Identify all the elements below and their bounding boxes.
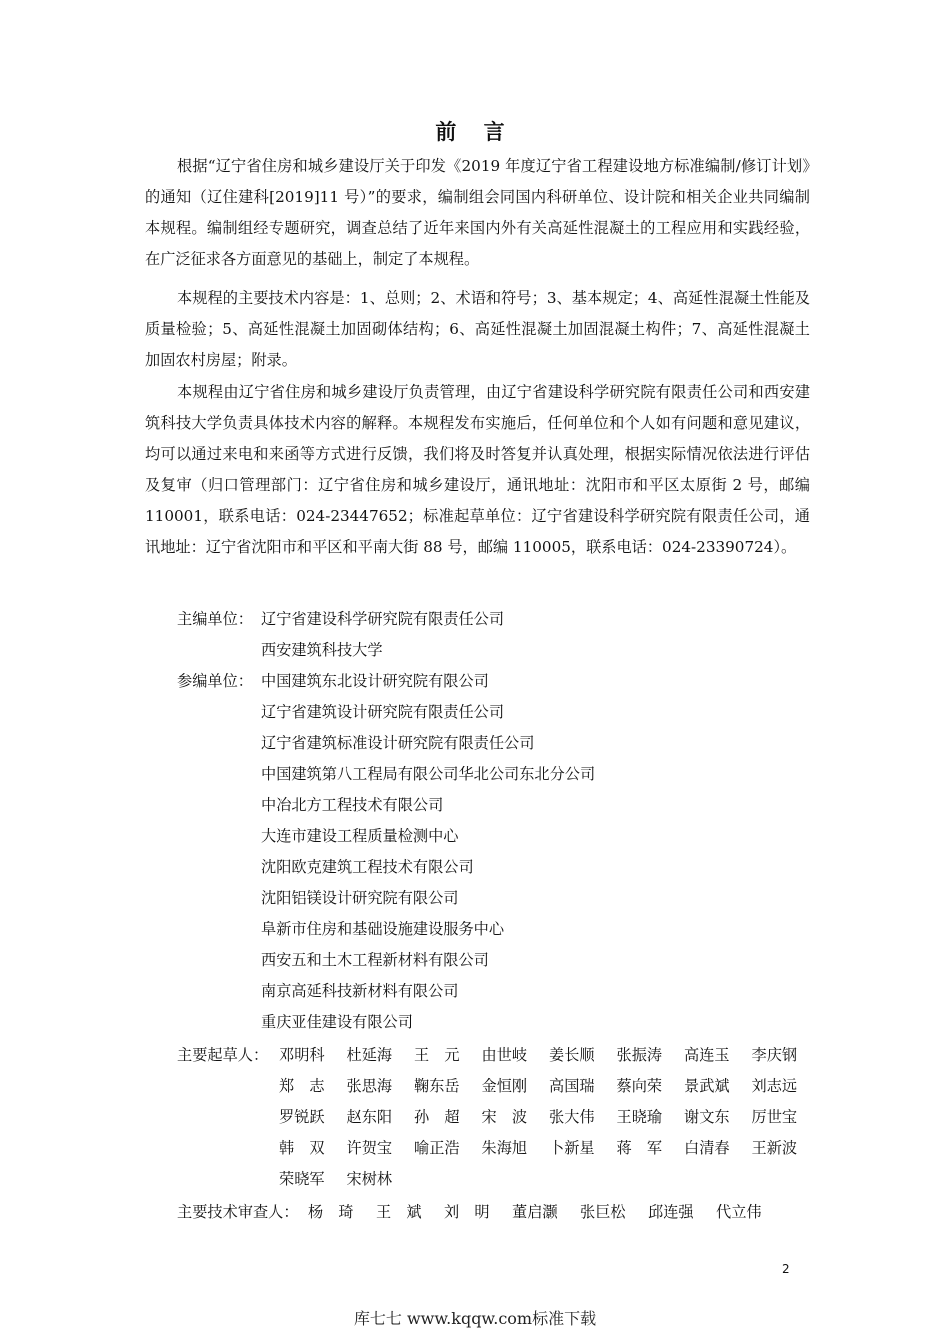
participants-label: 参编单位： (177, 672, 253, 690)
drafter-name: 宋 波 (481, 1108, 528, 1126)
drafter-name: 荣晓军 (279, 1170, 325, 1188)
chief-editor-unit: 西安建筑科技大学 (261, 641, 383, 659)
participant-unit: 中国建筑第八工程局有限公司华北公司东北分公司 (261, 765, 596, 783)
chief-editors-label: 主编单位： (177, 610, 253, 628)
reviewers-label: 主要技术审查人： (177, 1203, 299, 1221)
participants-list (261, 666, 595, 1038)
intro-paragraph-1: 根据“辽宁省住房和城乡建设厅关于印发《2019 年度辽宁省工程建设地方标准编制/修订计划》的通知（辽住建科[2019]11 号）”的要求，编制组会同国内科研单位、设计院和相关企业共同编制本规程。编制组经专题研究，调查总结了近年来国内外有关高延性混凝土的工程应用和实践经验，在广泛征求各方面意见的基础上，制定了本规程。 (145, 157, 810, 268)
chief-editor-unit: 辽宁省建设科学研究院有限责任公司 (261, 610, 504, 628)
reviewer-name: 张巨松 (580, 1203, 626, 1221)
drafter-name: 韩 双 (279, 1139, 325, 1157)
participant-unit: 南京高延科技新材料有限公司 (261, 982, 459, 1000)
participant-unit: 沈阳欧克建筑工程技术有限公司 (261, 858, 474, 876)
reviewer-name: 代立伟 (716, 1203, 762, 1221)
participant-unit: 中冶北方工程技术有限公司 (261, 796, 444, 814)
participant-unit: 中国建筑东北设计研究院有限公司 (261, 672, 489, 690)
drafter-name: 喻正浩 (414, 1139, 460, 1157)
drafter-name: 郑 志 (279, 1077, 325, 1095)
reviewer-name: 董启灏 (512, 1203, 558, 1221)
drafter-name: 王新波 (751, 1139, 798, 1157)
drafter-name: 罗锐跃 (279, 1108, 325, 1126)
footer-watermark: 库七七 www.kqqw.com标准下载 (353, 1309, 597, 1328)
drafter-name: 鞠东岳 (414, 1077, 460, 1095)
reviewer-name: 王 斌 (376, 1203, 422, 1221)
drafter-name: 朱海旭 (481, 1139, 528, 1157)
drafter-name: 蒋 军 (616, 1139, 663, 1157)
drafter-name: 王 元 (414, 1046, 460, 1064)
page-number: 2 (782, 1262, 790, 1276)
participant-unit: 阜新市住房和基础设施建设服务中心 (261, 920, 504, 938)
drafter-name: 邓明科 (279, 1046, 325, 1064)
drafter-name: 卜新星 (549, 1139, 595, 1157)
reviewer-name: 杨 琦 (308, 1203, 354, 1221)
drafter-name: 杜延海 (346, 1046, 393, 1064)
chief-editors-list (261, 604, 504, 666)
drafter-name: 宋树林 (346, 1170, 393, 1188)
drafter-name: 由世岐 (481, 1046, 528, 1064)
drafter-name: 张思海 (346, 1077, 393, 1095)
drafters-list (279, 1040, 819, 1195)
drafter-name: 赵东阳 (346, 1108, 393, 1126)
page-title: 前 言 (435, 120, 515, 144)
drafter-name: 蔡向荣 (616, 1077, 663, 1095)
participant-unit: 西安五和土木工程新材料有限公司 (261, 951, 489, 969)
drafter-name: 许贺宝 (346, 1139, 393, 1157)
intro-paragraph-2: 本规程的主要技术内容是：1、总则；2、术语和符号；3、基本规定；4、高延性混凝土性能及质量检验；5、高延性混凝土加固砌体结构；6、高延性混凝土加固混凝土构件；7、高延性混凝土加固农村房屋；附录。 (145, 289, 810, 369)
drafter-name: 高连玉 (684, 1046, 730, 1064)
participant-unit: 辽宁省建筑设计研究院有限责任公司 (261, 703, 504, 721)
participant-unit: 大连市建设工程质量检测中心 (261, 827, 459, 845)
drafter-name: 孙 超 (414, 1108, 460, 1126)
drafter-name: 高国瑞 (549, 1077, 595, 1095)
reviewer-name: 邱连强 (648, 1203, 694, 1221)
drafter-name: 景武斌 (684, 1077, 730, 1095)
drafter-name: 张振涛 (616, 1046, 663, 1064)
drafter-name: 王晓瑜 (616, 1108, 663, 1126)
participant-unit: 重庆亚佳建设有限公司 (261, 1013, 413, 1031)
drafters-label: 主要起草人： (177, 1046, 269, 1064)
reviewers-list (308, 1197, 784, 1228)
participant-unit: 辽宁省建筑标准设计研究院有限责任公司 (261, 734, 535, 752)
reviewer-name: 刘 明 (444, 1203, 490, 1221)
drafter-name: 金恒刚 (481, 1077, 528, 1095)
drafter-name: 张大伟 (549, 1108, 595, 1126)
drafter-name: 白清春 (684, 1139, 730, 1157)
participant-unit: 沈阳铝镁设计研究院有限公司 (261, 889, 459, 907)
drafter-name: 姜长顺 (549, 1046, 595, 1064)
drafter-name: 刘志远 (751, 1077, 798, 1095)
drafter-name: 厉世宝 (751, 1108, 798, 1126)
intro-paragraph-3: 本规程由辽宁省住房和城乡建设厅负责管理，由辽宁省建设科学研究院有限责任公司和西安建筑科技大学负责具体技术内容的解释。本规程发布实施后，任何单位和个人如有问题和意见建议，均可以通过来电和来函等方式进行反馈，我们将及时答复并认真处理，根据实际情况依法进行评估及复审（归口管理部门：辽宁省住房和城乡建设厅，通讯地址：沈阳市和平区太原街 2 号，邮编 110001，联系电话：024-23447652；标准起草单位：辽宁省建设科学研究院有限责任公司，通讯地址：辽宁省沈阳市和平区和平南大街 88 号，邮编 110005，联系电话：024-23390724）。 (145, 383, 810, 556)
drafter-name: 谢文东 (684, 1108, 730, 1126)
drafter-name: 李庆钢 (751, 1046, 798, 1064)
